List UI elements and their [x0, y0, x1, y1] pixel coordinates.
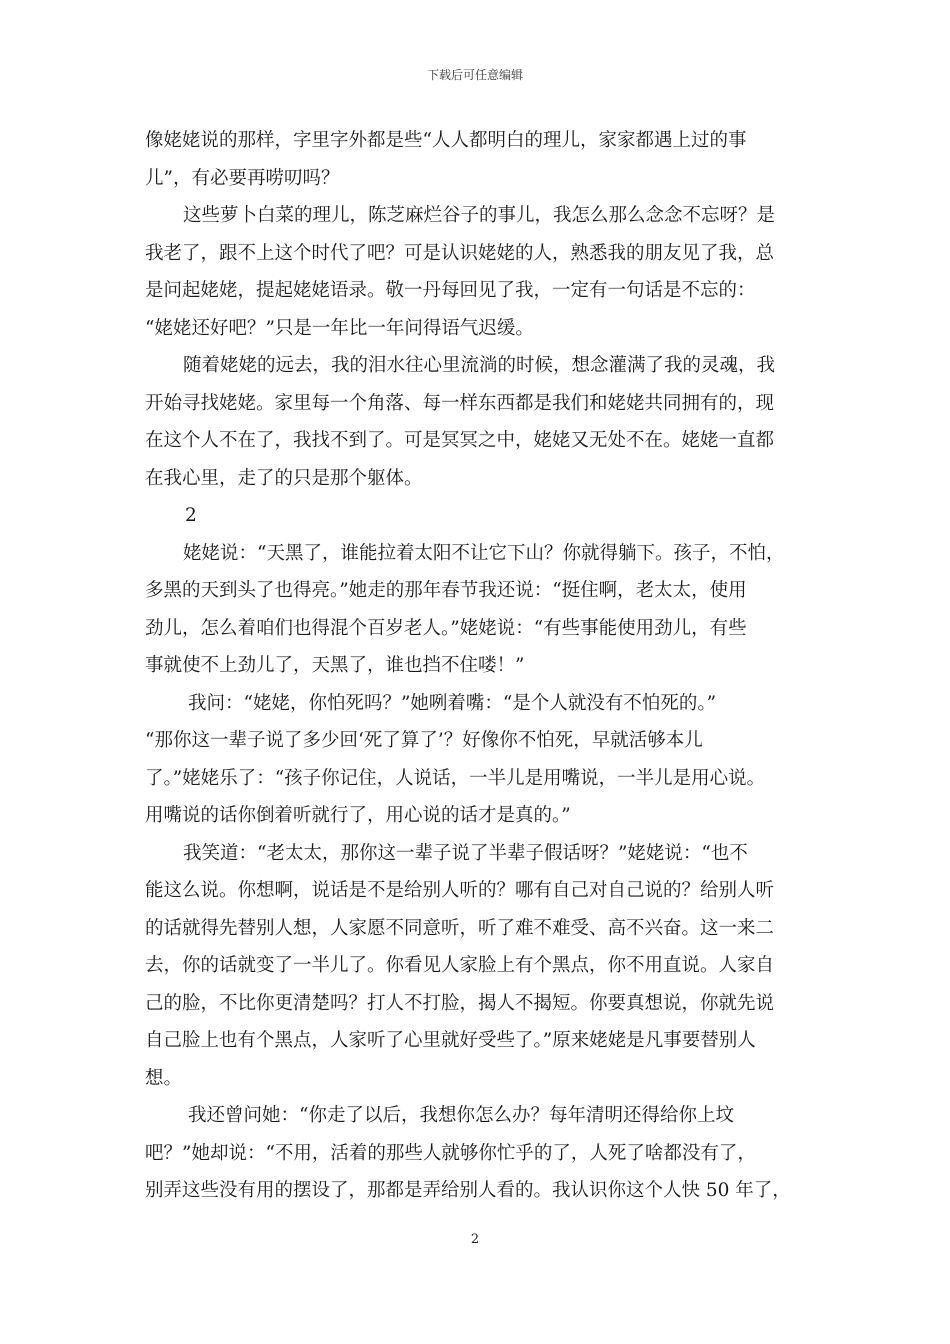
- text-line: “那你这一辈子说了多少回‘死了算了’？好像你不怕死，早就活够本儿: [145, 730, 703, 751]
- document-body: [145, 122, 810, 1210]
- text-line: “姥姥还好吧？”只是一年比一年问得语气迟缓。: [145, 317, 534, 339]
- text-line: 己的脸，不比你更清楚吗？打人不打脸，揭人不揭短。你要真想说，你就先说: [145, 992, 775, 1014]
- text-line: 是问起姥姥，提起姥姥语录。敬一丹每回见了我，一定有一句话是不忘的：: [145, 280, 756, 301]
- text-line: 事就使不上劲儿了，天黑了，谁也挡不住喽！”: [145, 655, 525, 676]
- text-line: 了。”姥姥乐了：“孩子你记住，人说话，一半儿是用嘴说，一半儿是用心说。: [145, 767, 766, 789]
- text-line: 别弄这些没有用的摆设了，那都是弄给别人看的。我认识你这个人快 50 年了，: [145, 1180, 791, 1201]
- text-line: 能这么说。你想啊，说话是不是给别人听的？哪有自己对自己说的？给别人听: [145, 880, 775, 901]
- page-header: 下载后可任意编辑: [426, 68, 523, 82]
- text-line: 姥姥说：“天黑了，谁能拉着太阳不让它下山？你就得躺下。孩子，不怕，: [183, 542, 785, 564]
- text-line: 像姥姥说的那样，字里字外都是些“人人都明白的理儿，家家都遇上过的事: [145, 130, 747, 151]
- text-line: 自己脸上也有个黑点，人家听了心里就好受些了。”原来姥姥是凡事要替别人: [145, 1030, 756, 1051]
- text-line: 在我心里，走了的只是那个躯体。: [145, 467, 423, 489]
- text-line: 在这个人不在了，我找不到了。可是冥冥之中，姥姥又无处不在。姥姥一直都: [145, 430, 775, 451]
- text-line: 的话就得先替别人想，人家愿不同意听，听了难不难受、高不兴奋。这一来二: [145, 917, 775, 939]
- section-number: 2: [185, 505, 197, 526]
- text-line: 这些萝卜白菜的理儿，陈芝麻烂谷子的事儿，我怎么那么念念不忘呀？是: [183, 205, 776, 226]
- text-line: 儿”，有必要再唠叨吗？: [145, 167, 340, 189]
- text-line: 开始寻找姥姥。家里每一个角落、每一样东西都是我们和姥姥共同拥有的，现: [145, 392, 775, 414]
- text-line: 我问：“姥姥，你怕死吗？”她咧着嘴：“是个人就没有不怕死的。”: [188, 692, 717, 714]
- text-line: 去，你的话就变了一半儿了。你看见人家脸上有个黑点，你不用直说。人家自: [145, 955, 775, 976]
- text-line: 我还曾问她：“你走了以后，我想你怎么办？每年清明还得给你上坟: [188, 1105, 734, 1126]
- text-line: 随着姥姥的远去，我的泪水往心里流淌的时候，想念灌满了我的灵魂，我: [183, 355, 776, 376]
- text-line: 想。: [145, 1067, 183, 1089]
- text-line: 用嘴说的话你倒着听就行了，用心说的话才是真的。”: [145, 805, 571, 826]
- text-line: 我老了，跟不上这个时代了吧？可是认识姥姥的人，熟悉我的朋友见了我，总: [145, 242, 775, 264]
- text-line: 劲儿，怎么着咱们也得混个百岁老人。”姥姥说：“有些事能使用劲儿，有些: [145, 617, 747, 639]
- text-line: 多黑的天到头了也得亮。”她走的那年春节我还说：“挺住啊，老太太，使用: [145, 580, 747, 601]
- text-line: 吧？”她却说：“不用，活着的那些人就够你忙乎的了，人死了啥都没有了，: [145, 1142, 756, 1164]
- page-number: 2: [470, 1232, 480, 1247]
- text-line: 我笑道：“老太太，那你这一辈子说了半辈子假话呀？”姥姥说：“也不: [183, 842, 748, 864]
